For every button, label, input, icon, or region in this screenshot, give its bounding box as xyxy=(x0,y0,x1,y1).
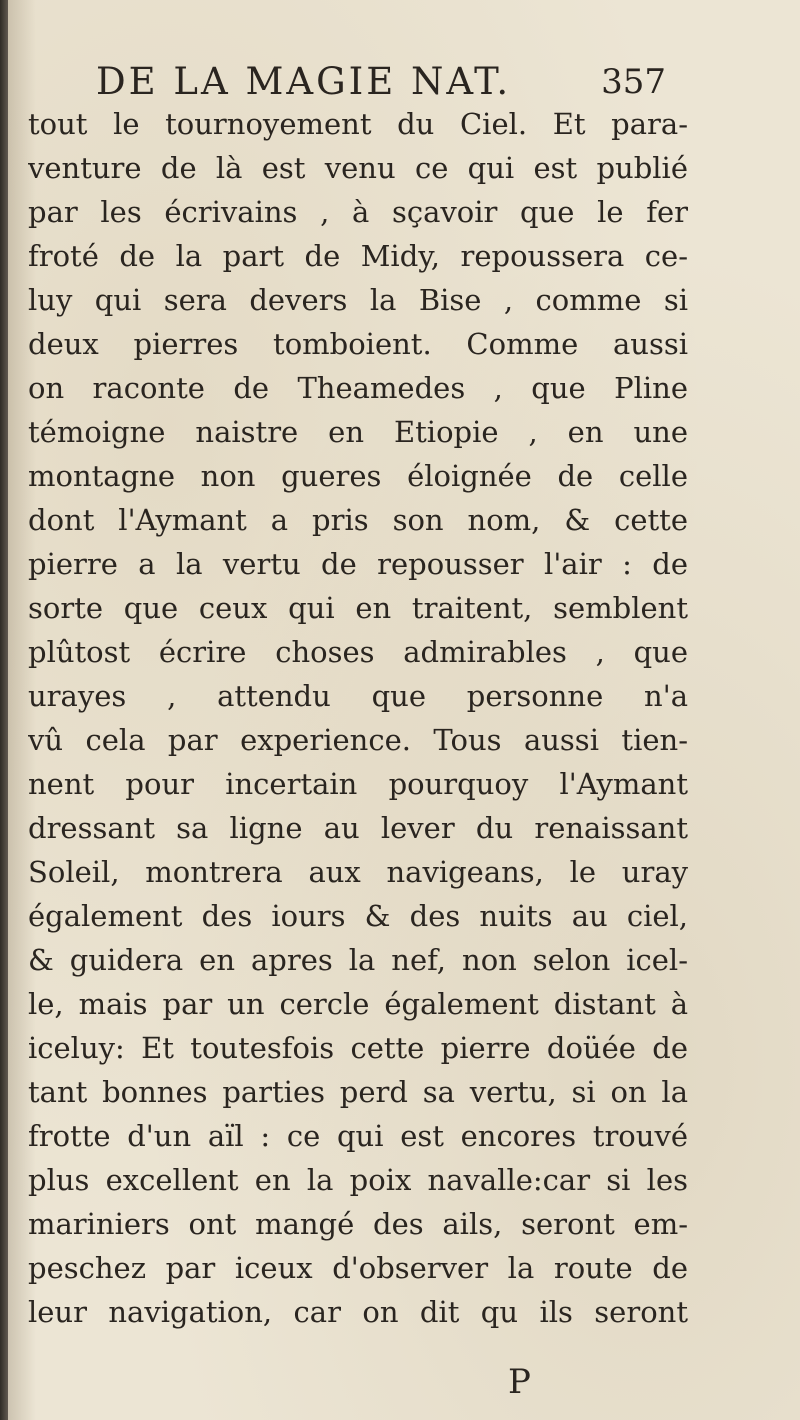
text-line: témoigne naistre en Etiopie , en une xyxy=(28,415,688,449)
page-header xyxy=(96,58,666,106)
text-line: sorte que ceux qui en traitent, semblent xyxy=(28,591,688,625)
page-number: 357 xyxy=(601,62,666,102)
text-line: leur navigation, car on dit qu ils seront xyxy=(28,1295,688,1329)
text-line: pierre a la vertu de repousser l'air : de xyxy=(28,547,688,581)
text-line: dressant sa ligne au lever du renaissant xyxy=(28,811,688,845)
running-head: DE LA MAGIE NAT. xyxy=(96,60,512,103)
text-line: plus excellent en la poix navalle:car si les xyxy=(28,1163,688,1197)
text-line: venture de là est venu ce qui est publié xyxy=(28,151,688,185)
text-line: dont l'Aymant a pris son nom, & cette xyxy=(28,503,688,537)
text-line: tant bonnes parties perd sa vertu, si on la xyxy=(28,1075,688,1109)
book-page xyxy=(8,0,800,1420)
text-line: frotte d'un aïl : ce qui est encores trouvé xyxy=(28,1119,688,1153)
text-line: par les écrivains , à sçavoir que le fer xyxy=(28,195,688,229)
catchword: P xyxy=(508,1362,531,1402)
text-line: plûtost écrire choses admirables , que xyxy=(28,635,688,669)
text-line: tout le tournoyement du Ciel. Et para- xyxy=(28,107,688,141)
text-line: on raconte de Theamedes , que Pline xyxy=(28,371,688,405)
text-line: Soleil, montrera aux navigeans, le uray xyxy=(28,855,688,889)
text-line: froté de la part de Midy, repoussera ce- xyxy=(28,239,688,273)
text-line: luy qui sera devers la Bise , comme si xyxy=(28,283,688,317)
text-line: peschez par iceux d'observer la route de xyxy=(28,1251,688,1285)
text-line: vû cela par experience. Tous aussi tien- xyxy=(28,723,688,757)
text-line: iceluy: Et toutesfois cette pierre doüée de xyxy=(28,1031,688,1065)
text-line: & guidera en apres la nef, non selon icel- xyxy=(28,943,688,977)
text-line: le, mais par un cercle également distant à xyxy=(28,987,688,1021)
text-line: urayes , attendu que personne n'a xyxy=(28,679,688,713)
body-text xyxy=(28,102,688,1334)
text-line: montagne non gueres éloignée de celle xyxy=(28,459,688,493)
text-line: nent pour incertain pourquoy l'Aymant xyxy=(28,767,688,801)
text-line: également des iours & des nuits au ciel, xyxy=(28,899,688,933)
text-line: deux pierres tomboient. Comme aussi xyxy=(28,327,688,361)
text-line: mariniers ont mangé des ails, seront em- xyxy=(28,1207,688,1241)
